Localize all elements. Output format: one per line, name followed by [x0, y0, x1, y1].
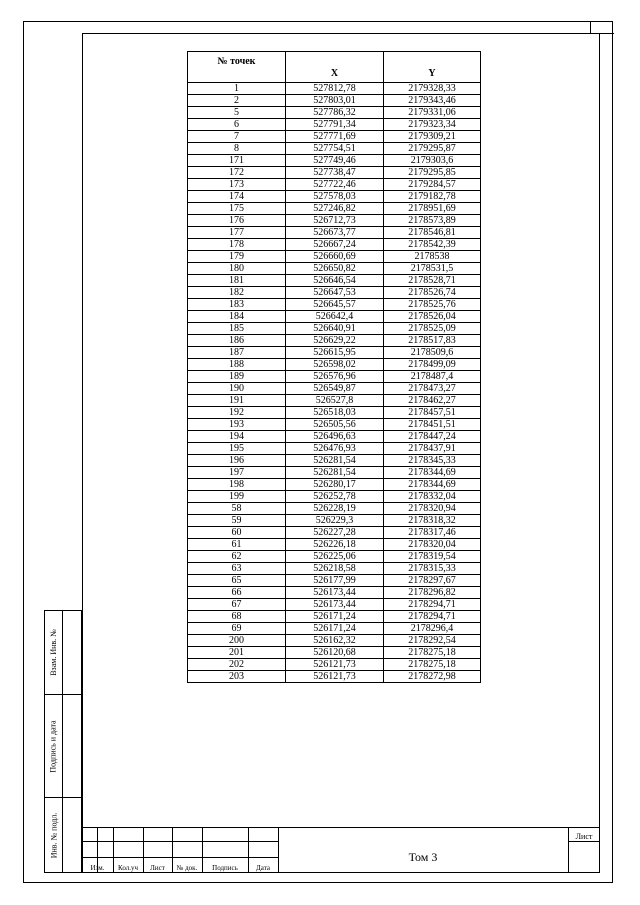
cell-x: 526650,82 [286, 263, 384, 275]
cell-y: 2178318,32 [384, 515, 481, 527]
cell-y: 2178317,46 [384, 527, 481, 539]
cell-point: 171 [188, 155, 286, 167]
side-cell-vzam [44, 610, 82, 695]
side-label-podpis: Подпись и дата [49, 719, 58, 773]
cell-y: 2178320,04 [384, 539, 481, 551]
cell-x: 526629,22 [286, 335, 384, 347]
table-row [188, 443, 481, 455]
label-podpis: Подпись [212, 864, 238, 872]
cell-y: 2178517,83 [384, 335, 481, 347]
cell-point: 192 [188, 407, 286, 419]
cell-point: 66 [188, 587, 286, 599]
cell-x: 527749,46 [286, 155, 384, 167]
cell-y: 2178296,4 [384, 623, 481, 635]
cell-x: 527578,03 [286, 191, 384, 203]
header-x: X [286, 52, 384, 83]
side-stamp [44, 610, 82, 873]
table-row [188, 467, 481, 479]
cell-y: 2178275,18 [384, 647, 481, 659]
cell-point: 177 [188, 227, 286, 239]
table-row [188, 371, 481, 383]
cell-y: 2178297,67 [384, 575, 481, 587]
cell-x: 526667,24 [286, 239, 384, 251]
cell-x: 527738,47 [286, 167, 384, 179]
table-row [188, 419, 481, 431]
cell-point: 176 [188, 215, 286, 227]
cell-x: 526712,73 [286, 215, 384, 227]
cell-point: 202 [188, 659, 286, 671]
table-row [188, 239, 481, 251]
table-row [188, 563, 481, 575]
table-row [188, 575, 481, 587]
cell-x: 527754,51 [286, 143, 384, 155]
cell-point: 58 [188, 503, 286, 515]
label-kol-uch: Кол.уч [118, 864, 138, 872]
side-label-vzam: Взам. Инв. № [49, 629, 59, 676]
cell-x: 526171,24 [286, 611, 384, 623]
cell-x: 526647,53 [286, 287, 384, 299]
cell-y: 2178573,89 [384, 215, 481, 227]
cell-point: 197 [188, 467, 286, 479]
cell-point: 175 [188, 203, 286, 215]
cell-y: 2179328,33 [384, 83, 481, 95]
cell-y: 2178447,24 [384, 431, 481, 443]
cell-x: 526218,58 [286, 563, 384, 575]
cell-y: 2178499,09 [384, 359, 481, 371]
cell-y: 2179309,21 [384, 131, 481, 143]
table-row [188, 431, 481, 443]
cell-y: 2178320,94 [384, 503, 481, 515]
side-cell-inv [44, 797, 82, 873]
cell-y: 2178437,91 [384, 443, 481, 455]
cell-x: 526229,3 [286, 515, 384, 527]
label-data: Дата [256, 864, 270, 872]
cell-point: 193 [188, 419, 286, 431]
table-row [188, 95, 481, 107]
cell-point: 179 [188, 251, 286, 263]
table-row [188, 299, 481, 311]
table-row [188, 107, 481, 119]
table-row [188, 167, 481, 179]
table-row [188, 635, 481, 647]
cell-point: 8 [188, 143, 286, 155]
cell-point: 185 [188, 323, 286, 335]
cell-x: 526228,19 [286, 503, 384, 515]
cell-point: 60 [188, 527, 286, 539]
cell-y: 2179295,85 [384, 167, 481, 179]
cell-point: 195 [188, 443, 286, 455]
cell-x: 526171,24 [286, 623, 384, 635]
cell-x: 527722,46 [286, 179, 384, 191]
cell-y: 2179331,06 [384, 107, 481, 119]
cell-point: 182 [188, 287, 286, 299]
cell-x: 526226,18 [286, 539, 384, 551]
table-row [188, 263, 481, 275]
table-row [188, 335, 481, 347]
cell-x: 526673,77 [286, 227, 384, 239]
cell-y: 2178345,33 [384, 455, 481, 467]
table-row [188, 143, 481, 155]
table-row [188, 623, 481, 635]
cell-y: 2179303,6 [384, 155, 481, 167]
table-row [188, 599, 481, 611]
cell-y: 2178487,4 [384, 371, 481, 383]
header-y: Y [384, 52, 481, 83]
cell-x: 527812,78 [286, 83, 384, 95]
cell-x: 526505,56 [286, 419, 384, 431]
cell-point: 67 [188, 599, 286, 611]
cell-point: 183 [188, 299, 286, 311]
cell-point: 5 [188, 107, 286, 119]
cell-point: 198 [188, 479, 286, 491]
table-row [188, 551, 481, 563]
cell-x: 526281,54 [286, 467, 384, 479]
cell-y: 2178344,69 [384, 479, 481, 491]
cell-x: 527771,69 [286, 131, 384, 143]
table-row [188, 203, 481, 215]
cell-x: 526645,57 [286, 299, 384, 311]
cell-point: 181 [188, 275, 286, 287]
cell-x: 526120,68 [286, 647, 384, 659]
cell-point: 59 [188, 515, 286, 527]
cell-y: 2178275,18 [384, 659, 481, 671]
table-row [188, 131, 481, 143]
cell-point: 194 [188, 431, 286, 443]
cell-y: 2178525,09 [384, 323, 481, 335]
cell-x: 526549,87 [286, 383, 384, 395]
label-izm: Изм. [90, 864, 105, 872]
cell-y: 2178294,71 [384, 599, 481, 611]
cell-y: 2178296,82 [384, 587, 481, 599]
cell-x: 526615,95 [286, 347, 384, 359]
cell-point: 7 [188, 131, 286, 143]
table-row [188, 671, 481, 683]
cell-y: 2178292,54 [384, 635, 481, 647]
table-row [188, 527, 481, 539]
cell-y: 2179182,78 [384, 191, 481, 203]
table-row [188, 515, 481, 527]
cell-x: 526476,93 [286, 443, 384, 455]
cell-x: 526177,99 [286, 575, 384, 587]
table-row [188, 503, 481, 515]
cell-point: 174 [188, 191, 286, 203]
table-row [188, 383, 481, 395]
table-row [188, 275, 481, 287]
cell-x: 526162,32 [286, 635, 384, 647]
cell-y: 2179343,46 [384, 95, 481, 107]
cell-y: 2178319,54 [384, 551, 481, 563]
cell-point: 63 [188, 563, 286, 575]
cell-y: 2178457,51 [384, 407, 481, 419]
cell-x: 526225,06 [286, 551, 384, 563]
cell-y: 2178526,74 [384, 287, 481, 299]
cell-y: 2178294,71 [384, 611, 481, 623]
cell-point: 2 [188, 95, 286, 107]
cell-point: 188 [188, 359, 286, 371]
cell-point: 62 [188, 551, 286, 563]
cell-point: 200 [188, 635, 286, 647]
table-row [188, 359, 481, 371]
cell-x: 526646,54 [286, 275, 384, 287]
cell-x: 526640,91 [286, 323, 384, 335]
table-row [188, 227, 481, 239]
cell-x: 526252,78 [286, 491, 384, 503]
label-list: Лист [150, 864, 165, 872]
cell-x: 526281,54 [286, 455, 384, 467]
cell-y: 2178525,76 [384, 299, 481, 311]
side-label-inv: Инв. № подл. [49, 812, 58, 858]
cell-point: 196 [188, 455, 286, 467]
header-points: № точек [188, 52, 286, 83]
cell-x: 527791,34 [286, 119, 384, 131]
table-row [188, 491, 481, 503]
cell-point: 65 [188, 575, 286, 587]
table-row [188, 311, 481, 323]
cell-point: 186 [188, 335, 286, 347]
cell-point: 199 [188, 491, 286, 503]
cell-y: 2179284,57 [384, 179, 481, 191]
cell-point: 191 [188, 395, 286, 407]
cell-point: 190 [188, 383, 286, 395]
coordinates-table [187, 51, 481, 683]
cell-x: 526642,4 [286, 311, 384, 323]
cell-y: 2178528,71 [384, 275, 481, 287]
cell-x: 526280,17 [286, 479, 384, 491]
cell-x: 526121,73 [286, 671, 384, 683]
table-row [188, 347, 481, 359]
table-row [188, 191, 481, 203]
cell-point: 189 [188, 371, 286, 383]
cell-point: 178 [188, 239, 286, 251]
table-row [188, 407, 481, 419]
table-row [188, 119, 481, 131]
cell-point: 184 [188, 311, 286, 323]
cell-x: 526576,96 [286, 371, 384, 383]
cell-point: 1 [188, 83, 286, 95]
side-cell-podpis [44, 694, 82, 798]
cell-point: 172 [188, 167, 286, 179]
cell-y: 2178951,69 [384, 203, 481, 215]
cell-y: 2178526,04 [384, 311, 481, 323]
table-row [188, 479, 481, 491]
cell-x: 526173,44 [286, 587, 384, 599]
table-row [188, 215, 481, 227]
sheet-label: Лист [575, 832, 593, 841]
cell-point: 61 [188, 539, 286, 551]
cell-y: 2178473,27 [384, 383, 481, 395]
cell-x: 527803,01 [286, 95, 384, 107]
table-row [188, 587, 481, 599]
cell-y: 2178344,69 [384, 467, 481, 479]
cell-y: 2178332,04 [384, 491, 481, 503]
table-row [188, 659, 481, 671]
cell-x: 526173,44 [286, 599, 384, 611]
cell-point: 180 [188, 263, 286, 275]
table-row [188, 611, 481, 623]
cell-y: 2178542,39 [384, 239, 481, 251]
cell-x: 526496,63 [286, 431, 384, 443]
table-row [188, 395, 481, 407]
cell-x: 527246,82 [286, 203, 384, 215]
table-row [188, 455, 481, 467]
table-row [188, 83, 481, 95]
cell-y: 2178538 [384, 251, 481, 263]
cell-x: 526598,02 [286, 359, 384, 371]
table-row [188, 179, 481, 191]
label-n-dok: № док. [176, 864, 198, 872]
cell-y: 2178315,33 [384, 563, 481, 575]
cell-y: 2178272,98 [384, 671, 481, 683]
cell-x: 526660,69 [286, 251, 384, 263]
table-row [188, 647, 481, 659]
cell-x: 526527,8 [286, 395, 384, 407]
cell-y: 2179323,34 [384, 119, 481, 131]
cell-point: 6 [188, 119, 286, 131]
cell-y: 2179295,87 [384, 143, 481, 155]
table-row [188, 323, 481, 335]
cell-point: 68 [188, 611, 286, 623]
table-row [188, 539, 481, 551]
volume-label: Том 3 [408, 850, 438, 864]
cell-y: 2178462,27 [384, 395, 481, 407]
table-row [188, 251, 481, 263]
cell-x: 526227,28 [286, 527, 384, 539]
cell-point: 173 [188, 179, 286, 191]
cell-y: 2178451,51 [384, 419, 481, 431]
cell-point: 69 [188, 623, 286, 635]
table-row [188, 155, 481, 167]
cell-x: 526121,73 [286, 659, 384, 671]
cell-y: 2178546,81 [384, 227, 481, 239]
table-row [188, 287, 481, 299]
cell-x: 526518,03 [286, 407, 384, 419]
cell-y: 2178509,6 [384, 347, 481, 359]
table-header-row [188, 52, 481, 83]
cell-point: 201 [188, 647, 286, 659]
table-body [188, 83, 481, 683]
cell-point: 203 [188, 671, 286, 683]
cell-x: 527786,32 [286, 107, 384, 119]
cell-y: 2178531,5 [384, 263, 481, 275]
cell-point: 187 [188, 347, 286, 359]
